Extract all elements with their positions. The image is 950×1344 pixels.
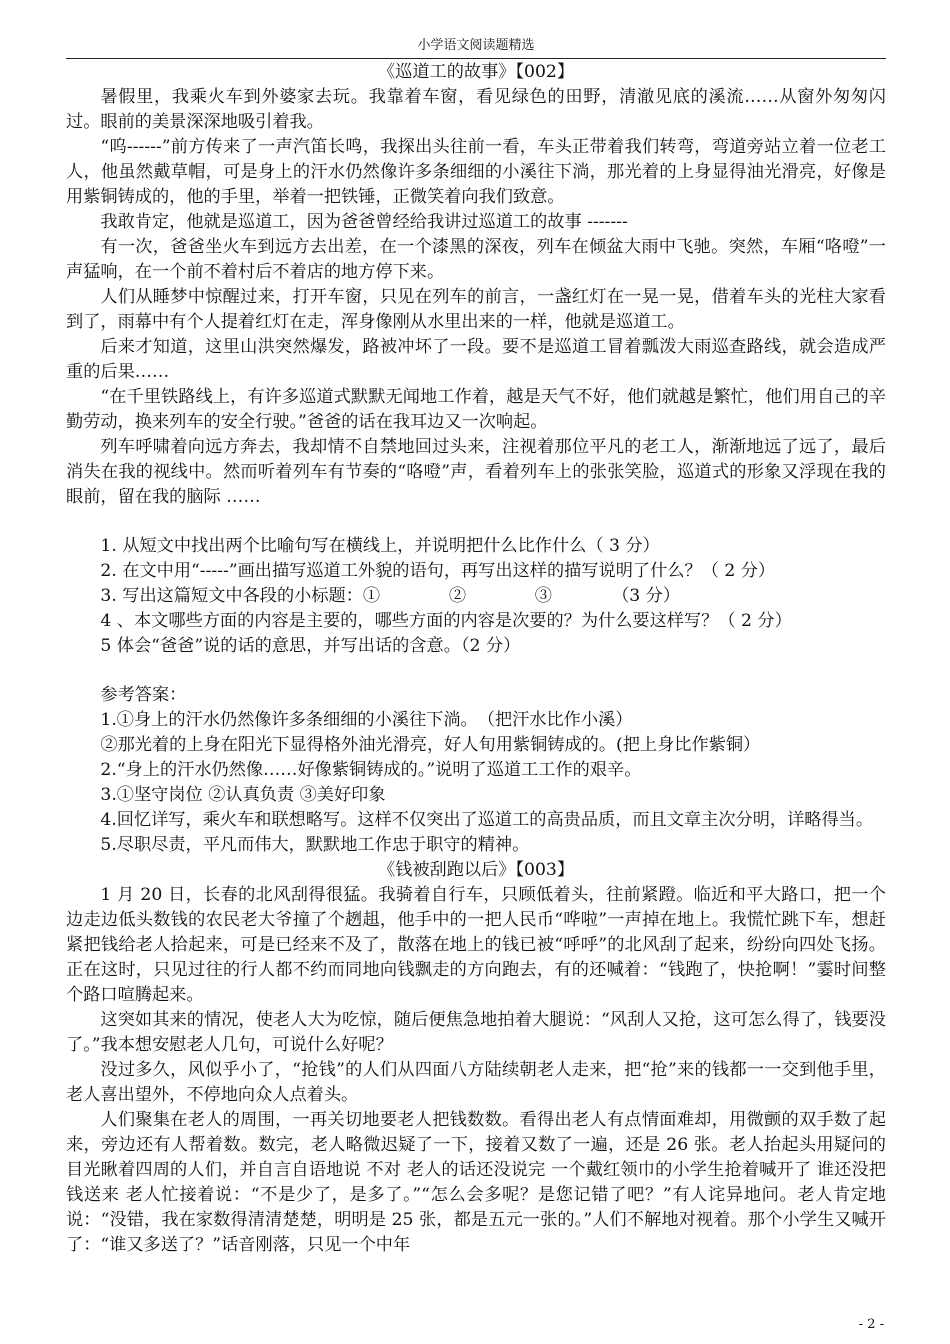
story1-paragraph: “呜------”前方传来了一声汽笛长鸣，我探出头往前一看，车头正带着我们转弯，弯道旁站立着一位老工人，他虽然戴草帽，可是身上的汗水仍然像许多条细细的小溪往下淌，那光着的上身显得油光滑亮，好像是用紫铜铸成的，他的手里，举着一把铁锤，正微笑着向我们致意。 xyxy=(66,137,886,207)
story1-paragraph: 有一次，爸爸坐火车到远方去出差，在一个漆黑的深夜，列车在倾盆大雨中飞驰。突然，车厢“咯噔”一声猛响，在一个前不着村后不着店的地方停下来。 xyxy=(66,237,886,282)
story1-paragraph: 我敢肯定，他就是巡道工，因为爸爸曾经给我讲过巡道工的故事 ------- xyxy=(100,212,628,232)
story1-title: 《巡道工的故事》【002】 xyxy=(377,62,575,82)
answer-item: 5.尽职尽责，平凡而伟大，默默地工作忠于职守的精神。 xyxy=(100,835,530,855)
question-item: 5 体会“爸爸”说的话的意思，并写出话的含意。（2 分） xyxy=(100,636,521,656)
page-header: 小学语文阅读题精选 xyxy=(417,38,535,53)
answer-item: 2.“身上的汗水仍然像……好像紫铜铸成的。”说明了巡道工工作的艰辛。 xyxy=(100,760,642,780)
question-item: 4 、本文哪些方面的内容是主要的，哪些方面的内容是次要的？为什么要这样写？（ 2 分） xyxy=(100,611,792,631)
header-rule xyxy=(66,58,886,59)
story1-paragraph: 列车呼啸着向远方奔去，我却情不自禁地回过头来，注视着那位平凡的老工人，渐渐地远了远了，最后消失在我的视线中。然而听着列车有节奏的“咯噔”声，看着列车上的张张笑脸，巡道式的形象又浮现在我的眼前，留在我的脑际 …… xyxy=(66,437,886,507)
story1-paragraph: “在千里铁路线上，有许多巡道式默默无闻地工作着，越是天气不好，他们就越是繁忙，他们用自己的辛勤劳动，换来列车的安全行驶。”爸爸的话在我耳边又一次响起。 xyxy=(66,387,886,432)
question-item: 1. 从短文中找出两个比喻句写在横线上，并说明把什么比作什么（ 3 分） xyxy=(100,536,660,556)
spacer xyxy=(66,510,886,534)
story2-paragraph: 没过多久，风似乎小了，“抢钱”的人们从四面八方陆续朝老人走来，把“抢”来的钱都一一交到他手里，老人喜出望外，不停地向众人点着头。 xyxy=(66,1060,886,1105)
answer-item: ②那光着的上身在阳光下显得格外油光滑亮，好人旬用紫铜铸成的。(把上身比作紫铜） xyxy=(100,735,761,755)
story2-paragraph: 1 月 20 日，长春的北风刮得很猛。我骑着自行车，只顾低着头，往前紧蹬。临近和平大路口，把一个边走边低头数钱的农民老大爷撞了个趔趄，他手中的一把人民币“哗啦”一声掉在地上。我慌忙跳下车，想赶紧把钱给老人拾起来，可是已经来不及了，散落在地上的钱已被“呼呼”的北风刮了起来，纷纷向四处飞扬。正在这时，只见过往的行人都不约而同地向钱飘走的方向跑去，有的还喊着：“钱跑了，快抢啊！”霎时间整个路口喧腾起来。 xyxy=(66,885,886,1005)
question-item: 2. 在文中用“-----”画出描写巡道工外貌的语句，再写出这样的描写说明了什么？（ 2 分） xyxy=(100,561,776,581)
spacer xyxy=(66,659,886,683)
story2-paragraph: 这突如其来的情况，使老人大为吃惊，随后便焦急地拍着大腿说：“风刮人又抢，这可怎么得了，钱要没了。”我本想安慰老人几句，可说什么好呢？ xyxy=(66,1010,886,1055)
story2-paragraph: 人们聚集在老人的周围，一再关切地要老人把钱数数。看得出老人有点情面难却，用微颤的双手数了起来，旁边还有人帮着数。数完，老人略微迟疑了一下，接着又数了一遍，还是 26 张。老人抬起头用疑问的目光瞅着四周的人们，并自言自语地说 不对 老人的话还没说完 一个戴红领巾的小学生抢着喊开了 谁还没把钱送来 老人忙接着说：“不是少了，是多了。”“怎么会多呢？是您记错了吧？”有人诧异地问。老人肯定地说：“没错，我在家数得清清楚楚，明明是 25 张，都是五元一张的。”人们不解地对视着。那个小学生又喊开了：“谁又多送了？”话音刚落，只见一个中年 xyxy=(66,1110,886,1255)
story2-title: 《钱被刮跑以后》【003】 xyxy=(377,860,575,880)
page-content xyxy=(66,60,886,1258)
question-item: 3. 写出这篇短文中各段的小标题：① ② ③ （3 分） xyxy=(100,586,681,606)
page-number: - 2 - xyxy=(858,1317,884,1332)
answer-heading: 参考答案： xyxy=(100,685,187,705)
story1-paragraph: 人们从睡梦中惊醒过来，打开车窗，只见在列车的前言，一盏红灯在一晃一晃，借着车头的光柱大家看到了，雨幕中有个人提着红灯在走，浑身像刚从水里出来的一样，他就是巡道工。 xyxy=(66,287,886,332)
answer-item: 1.①身上的汗水仍然像许多条细细的小溪往下淌。 （把汗水比作小溪） xyxy=(100,710,633,730)
story1-paragraph: 后来才知道，这里山洪突然爆发，路被冲坏了一段。要不是巡道工冒着瓢泼大雨巡查路线，就会造成严重的后果…… xyxy=(66,337,886,382)
story1-paragraph: 暑假里，我乘火车到外婆家去玩。我靠着车窗，看见绿色的田野，清澈见底的溪流……从窗外匆匆闪过。眼前的美景深深地吸引着我。 xyxy=(66,87,886,132)
answer-item: 3.①坚守岗位 ②认真负责 ③美好印象 xyxy=(100,785,386,805)
answer-item: 4.回忆详写，乘火车和联想略写。这样不仅突出了巡道工的高贵品质，而且文章主次分明，详略得当。 xyxy=(100,810,874,830)
